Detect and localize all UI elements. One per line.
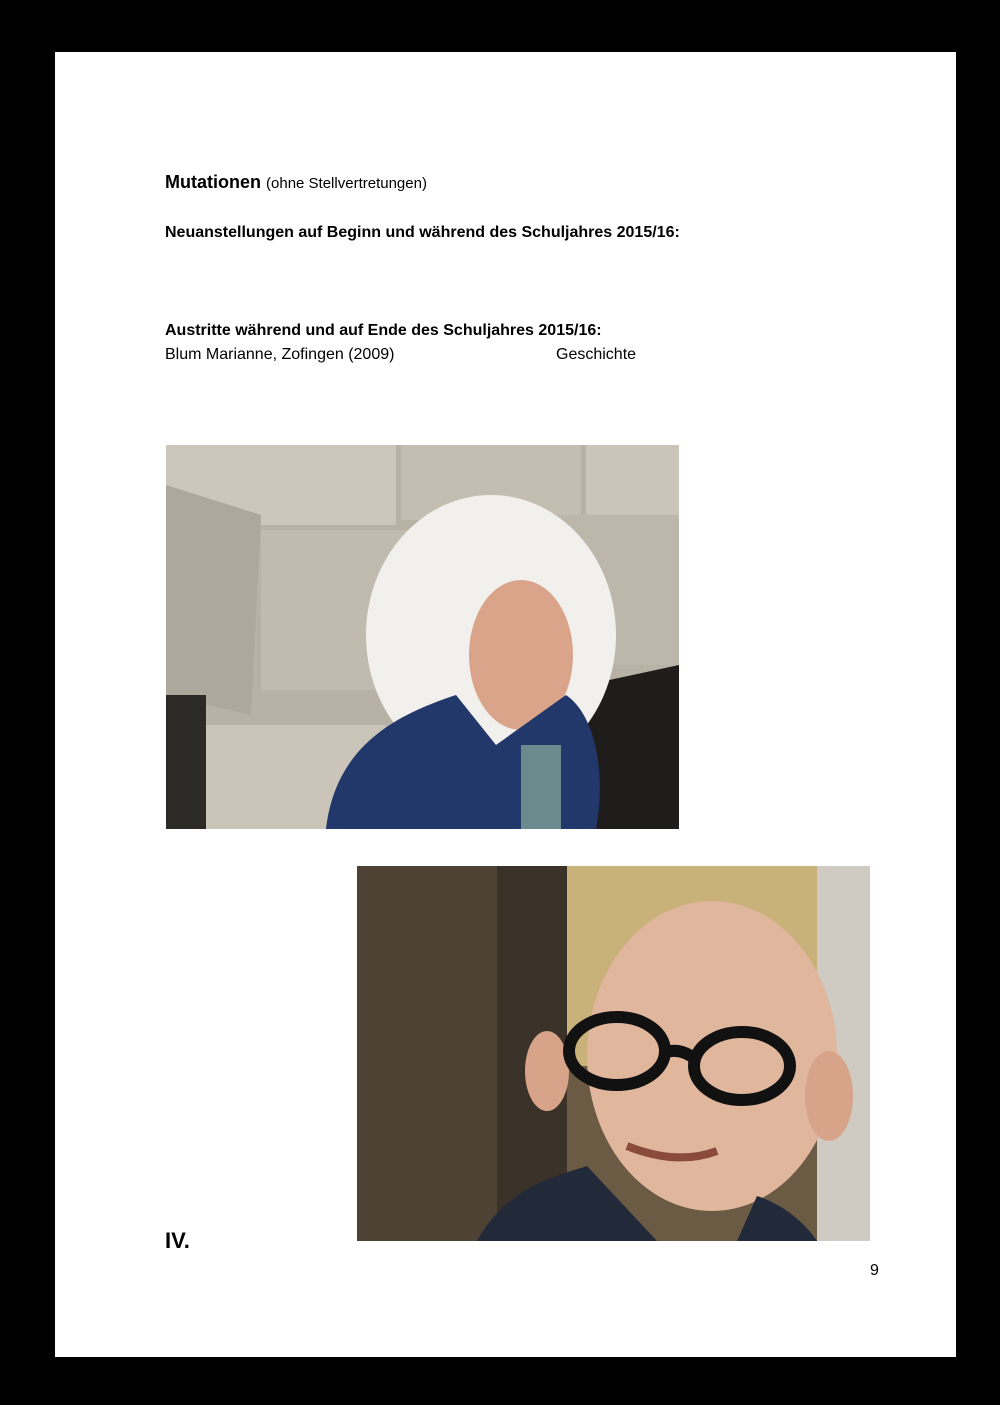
- departures-title: Austritte während und auf Ende des Schuljahres 2015/16:: [165, 322, 602, 339]
- portrait-photo-woman: [166, 445, 679, 829]
- heading-title: Mutationen: [165, 172, 261, 192]
- heading-subtitle: (ohne Stellvertretungen): [266, 175, 427, 192]
- departure-subject: Geschichte: [556, 346, 637, 363]
- departure-name: Blum Marianne, Zofingen (2009): [165, 346, 395, 363]
- new-hires-title: Neuanstellungen auf Beginn und während des Schuljahres 2015/16:: [165, 224, 680, 241]
- document-page: [55, 52, 956, 1357]
- portrait-photo-man: [357, 866, 870, 1241]
- section-heading: [165, 172, 427, 193]
- section-marker: IV.: [165, 1228, 190, 1253]
- page-number: 9: [870, 1262, 879, 1279]
